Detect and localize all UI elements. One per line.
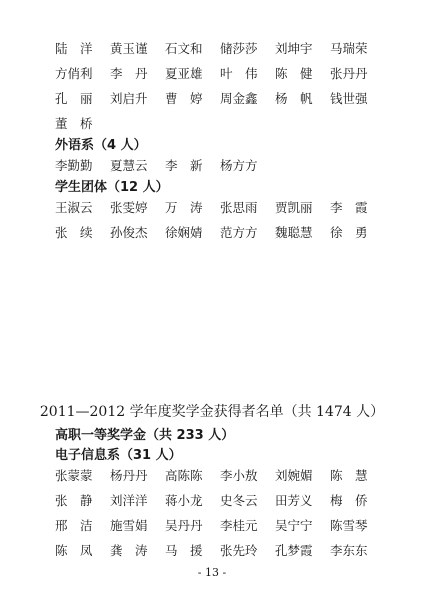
name-entry: 龚 涛: [110, 542, 148, 558]
name-entry: 刘启升: [110, 90, 148, 106]
name-entry: 张思雨: [220, 199, 258, 215]
name-entry: 刘坤宇: [275, 40, 313, 56]
name-entry: 张 续: [55, 224, 93, 240]
name-list-student-groups: [55, 194, 385, 244]
section-heading-foreign-dept: 外语系（4 人）: [55, 138, 147, 153]
name-entry: 钱世强: [330, 90, 368, 106]
name-entry: 贾凯丽: [275, 199, 313, 215]
name-row: [55, 219, 385, 244]
name-entry: 李东东: [330, 542, 368, 558]
name-entry: 陈 凤: [55, 542, 93, 558]
name-entry: 徐娴婧: [165, 224, 203, 240]
name-row: [55, 152, 385, 177]
name-entry: 刘洋洋: [110, 492, 148, 508]
name-entry: 史冬云: [220, 492, 258, 508]
name-entry: 李 霞: [330, 199, 368, 215]
name-entry: 储莎莎: [220, 40, 258, 56]
name-entry: 李小敖: [220, 467, 258, 483]
name-entry: 张雯婷: [110, 199, 148, 215]
name-row: [55, 487, 385, 512]
name-entry: 李 丹: [110, 65, 148, 81]
name-entry: 孙俊杰: [110, 224, 148, 240]
name-entry: 张先玲: [220, 542, 258, 558]
section-heading-electronic-dept: 电子信息系（31 人）: [55, 448, 182, 463]
name-entry: 石文和: [165, 40, 203, 56]
section-heading-student-groups: 学生团体（12 人）: [55, 180, 169, 195]
name-entry: 周金鑫: [220, 90, 258, 106]
name-entry: 张蒙蒙: [55, 467, 93, 483]
name-entry: 陈 健: [275, 65, 313, 81]
name-entry: 夏亚雄: [165, 65, 203, 81]
name-entry: 梅 侨: [330, 492, 368, 508]
name-entry: 刘婉媚: [275, 467, 313, 483]
name-row: [55, 194, 385, 219]
name-entry: 陈 慧: [330, 467, 368, 483]
name-entry: 邢 洁: [55, 517, 93, 533]
page-number: - 13 -: [197, 566, 227, 579]
name-entry: 叶 伟: [220, 65, 258, 81]
name-row: [55, 35, 385, 60]
name-entry: 王淑云: [55, 199, 93, 215]
name-entry: 黄玉谨: [110, 40, 148, 56]
name-entry: 张 静: [55, 492, 93, 508]
name-entry: 吴宁宁: [275, 517, 313, 533]
name-entry: 蒋小龙: [165, 492, 203, 508]
name-entry: 董 桥: [55, 115, 93, 131]
name-row: [55, 85, 385, 110]
name-entry: 田芳义: [275, 492, 313, 508]
name-entry: 高陈陈: [165, 467, 203, 483]
name-entry: 杨 帆: [275, 90, 313, 106]
name-entry: 陈雪琴: [330, 517, 368, 533]
name-row: [55, 462, 385, 487]
name-entry: 范方方: [220, 224, 258, 240]
name-entry: 李 新: [165, 157, 203, 173]
name-list-electronic-dept: [55, 462, 385, 562]
name-list-top: [55, 35, 385, 135]
name-entry: 万 涛: [165, 199, 203, 215]
name-entry: 杨方方: [220, 157, 258, 173]
name-entry: 夏慧云: [110, 157, 148, 173]
name-entry: 施雪娟: [110, 517, 148, 533]
name-row: [55, 60, 385, 85]
document-title: 2011—2012 学年度奖学金获得者名单（共 1474 人）: [39, 404, 385, 420]
name-row: [55, 512, 385, 537]
name-row: [55, 537, 385, 562]
name-entry: 魏聪慧: [275, 224, 313, 240]
name-entry: 方俏利: [55, 65, 93, 81]
name-entry: 吴丹丹: [165, 517, 203, 533]
name-entry: 马 援: [165, 542, 203, 558]
name-entry: 徐 勇: [330, 224, 368, 240]
name-entry: 孔 丽: [55, 90, 93, 106]
name-entry: 曹 婷: [165, 90, 203, 106]
name-entry: 张丹丹: [330, 65, 368, 81]
name-row: [55, 110, 385, 135]
name-list-foreign-dept: [55, 152, 385, 177]
name-entry: 李桂元: [220, 517, 258, 533]
name-entry: 孔梦霞: [275, 542, 313, 558]
name-entry: 杨丹丹: [110, 467, 148, 483]
name-entry: 陆 洋: [55, 40, 93, 56]
section-heading-vocational-first-prize: 高职一等奖学金（共 233 人）: [55, 428, 235, 443]
name-entry: 马瑞荣: [330, 40, 368, 56]
name-entry: 李勤勤: [55, 157, 93, 173]
